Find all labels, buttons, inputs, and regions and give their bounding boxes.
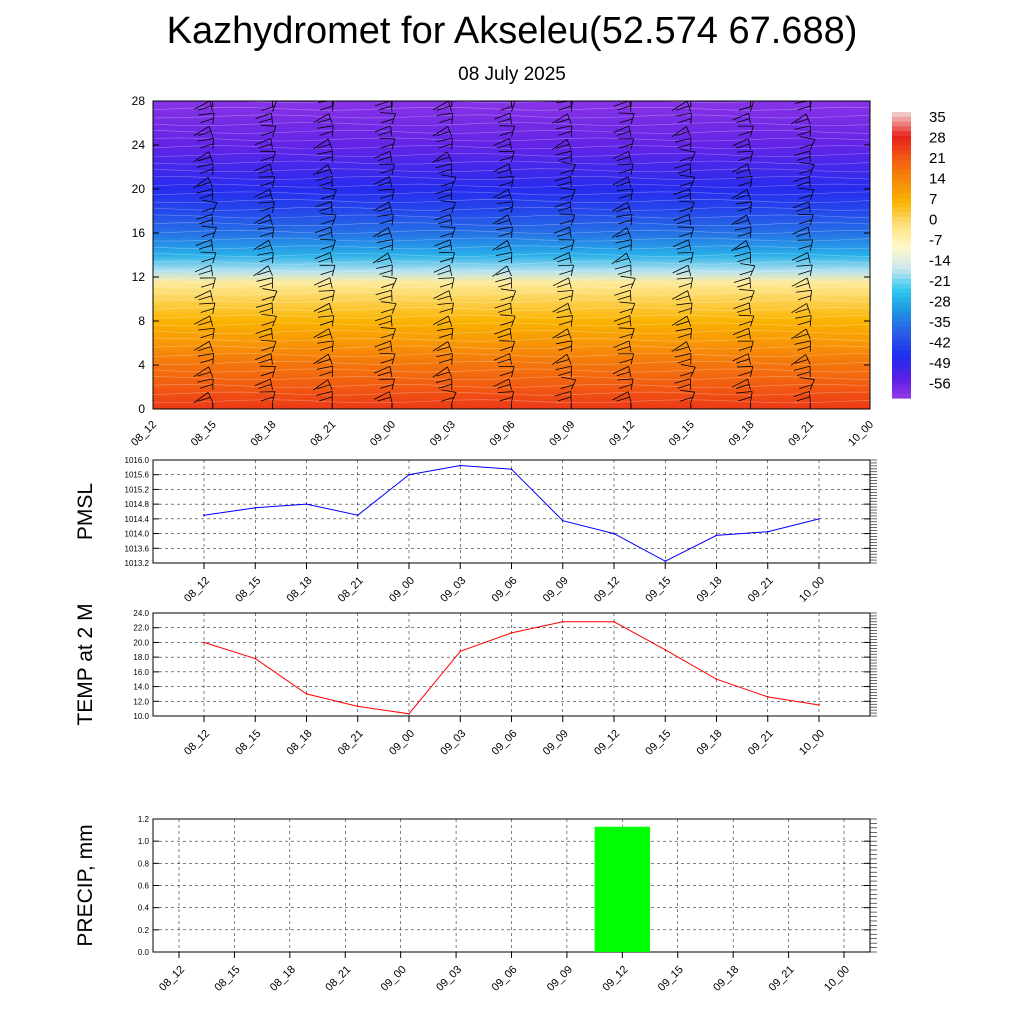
- colorbar-swatch: [892, 126, 911, 131]
- colorbar-swatch: [892, 360, 911, 365]
- colorbar-swatch: [892, 222, 911, 227]
- colorbar-label: 14: [929, 170, 946, 188]
- x-tick-label: 08_12: [182, 574, 213, 605]
- colorbar-swatch: [892, 179, 911, 184]
- colorbar-swatch: [892, 288, 911, 293]
- colorbar-swatch: [892, 112, 911, 117]
- colorbar-swatch: [892, 141, 911, 146]
- colorbar-swatch: [892, 160, 911, 165]
- colorbar-swatch: [892, 331, 911, 336]
- colorbar-label: -21: [929, 273, 951, 290]
- x-tick-label: 10_00: [822, 963, 853, 994]
- y-tick-label: 14.0: [133, 682, 149, 692]
- colorbar-swatch: [892, 327, 911, 332]
- colorbar-swatch: [892, 169, 911, 174]
- x-tick-label: 09_03: [427, 418, 458, 449]
- colorbar-swatch: [892, 145, 911, 150]
- colorbar-label: 35: [929, 109, 946, 126]
- x-tick-label: 09_21: [745, 574, 776, 605]
- colorbar-label: -49: [929, 355, 951, 372]
- y-tick-label: 28: [131, 94, 145, 108]
- colorbar-swatch: [892, 374, 911, 379]
- data-point: [306, 693, 308, 695]
- colorbar-swatch: [892, 303, 911, 308]
- colorbar-swatch: [892, 350, 911, 355]
- chart-title: Kazhydromet for Akseleu(52.574 67.688): [166, 10, 858, 52]
- y-tick-label: 4: [138, 358, 145, 372]
- colorbar-swatch: [892, 293, 911, 298]
- y-tick-label: 1013.2: [124, 559, 149, 568]
- pmsl-panel: [74, 456, 877, 605]
- colorbar-swatch: [892, 131, 911, 136]
- data-point: [767, 531, 769, 533]
- y-tick-label: 0.2: [137, 925, 149, 935]
- temp-2m-panel: [74, 603, 877, 757]
- colorbar-swatch: [892, 341, 911, 346]
- data-point: [408, 713, 410, 715]
- data-point: [818, 704, 820, 706]
- x-tick-label: 08_15: [233, 574, 264, 605]
- colorbar-swatch: [892, 355, 911, 360]
- data-point: [203, 514, 205, 516]
- y-tick-label: 1014.4: [124, 514, 149, 524]
- colorbar-swatch: [892, 365, 911, 370]
- colorbar-label: -35: [929, 314, 951, 331]
- colorbar-swatch: [892, 384, 911, 389]
- wind-barb-feather: [259, 177, 275, 178]
- x-tick-label: 09_21: [745, 727, 776, 758]
- colorbar-swatch: [892, 379, 911, 384]
- x-tick-label: 09_15: [643, 727, 674, 758]
- y-axis-title: PMSL: [74, 482, 97, 541]
- colorbar-swatch: [892, 164, 911, 169]
- data-point: [511, 468, 513, 470]
- colorbar-label: -14: [929, 252, 951, 270]
- data-point: [408, 474, 410, 476]
- colorbar-swatch: [892, 250, 911, 255]
- x-tick-label: 09_03: [438, 574, 469, 605]
- colorbar-label: -42: [929, 334, 951, 352]
- colorbar-swatch: [892, 155, 911, 160]
- x-tick-label: 08_12: [129, 418, 160, 449]
- y-tick-label: 1015.2: [124, 485, 149, 495]
- colorbar-swatch: [892, 122, 911, 127]
- x-tick-label: 09_00: [378, 963, 409, 994]
- colorbar-label: 21: [929, 150, 946, 167]
- data-point: [562, 621, 564, 623]
- y-tick-label: 0.4: [137, 903, 149, 913]
- y-tick-label: 18.0: [133, 653, 149, 663]
- x-tick-label: 09_12: [600, 963, 631, 994]
- x-tick-label: 09_12: [592, 727, 623, 758]
- y-tick-label: 20: [131, 182, 145, 196]
- data-point: [562, 520, 564, 522]
- colorbar-swatch: [892, 241, 911, 246]
- x-tick-label: 09_09: [544, 963, 576, 994]
- x-tick-label: 09_09: [540, 727, 571, 758]
- colorbar-swatch: [892, 236, 911, 241]
- x-tick-label: 10_00: [846, 418, 877, 449]
- colorbar-swatch: [892, 336, 911, 341]
- data-point: [664, 649, 666, 651]
- colorbar-label: 28: [929, 129, 946, 147]
- colorbar-swatch: [892, 307, 911, 312]
- colorbar-swatch: [892, 274, 911, 279]
- data-point: [254, 507, 256, 509]
- x-tick-label: 08_21: [335, 574, 366, 605]
- x-tick-label: 09_09: [547, 418, 578, 449]
- colorbar-swatch: [892, 212, 911, 217]
- y-tick-label: 16: [131, 226, 145, 240]
- x-tick-label: 08_18: [284, 727, 315, 758]
- panel-frame: [153, 613, 870, 716]
- x-tick-label: 09_09: [540, 574, 571, 605]
- colorbar-swatch: [892, 346, 911, 351]
- x-tick-label: 09_00: [368, 418, 399, 449]
- panel-frame: [153, 460, 870, 563]
- y-tick-label: 8: [138, 314, 145, 328]
- y-tick-label: 12.0: [133, 697, 149, 707]
- colorbar: [892, 109, 951, 399]
- colorbar-label: -28: [929, 293, 951, 311]
- x-tick-label: 09_15: [655, 963, 686, 994]
- colorbar-label: -56: [929, 375, 951, 393]
- x-tick-label: 09_21: [766, 963, 797, 994]
- x-tick-label: 09_18: [711, 963, 742, 994]
- colorbar-swatch: [892, 255, 911, 260]
- data-point: [613, 621, 615, 623]
- x-tick-label: 09_15: [643, 574, 674, 605]
- x-tick-label: 09_06: [489, 963, 520, 994]
- data-point: [203, 642, 205, 644]
- precip-panel: [74, 815, 877, 994]
- colorbar-swatch: [892, 150, 911, 155]
- x-tick-label: 08_18: [267, 963, 298, 994]
- y-axis-title: PRECIP, mm: [74, 824, 97, 947]
- x-tick-label: 08_18: [284, 574, 315, 605]
- x-tick-label: 09_18: [694, 574, 725, 605]
- temperature-cross-section-panel: [129, 94, 876, 449]
- data-point: [664, 560, 666, 562]
- x-tick-label: 10_00: [797, 574, 828, 605]
- x-tick-label: 08_18: [248, 418, 279, 449]
- colorbar-swatch: [892, 279, 911, 284]
- colorbar-swatch: [892, 317, 911, 322]
- colorbar-swatch: [892, 226, 911, 231]
- y-tick-label: 22.0: [133, 623, 149, 633]
- x-tick-label: 09_06: [489, 727, 520, 758]
- x-tick-label: 08_12: [157, 963, 188, 994]
- x-tick-label: 08_15: [233, 727, 264, 758]
- y-axis-title: TEMP at 2 M: [74, 603, 97, 726]
- colorbar-label: 0: [929, 211, 938, 229]
- y-tick-label: 1.0: [137, 837, 149, 847]
- colorbar-swatch: [892, 184, 911, 189]
- x-tick-label: 09_21: [786, 418, 817, 449]
- data-point: [613, 533, 615, 535]
- x-tick-label: 09_00: [387, 727, 418, 758]
- colorbar-swatch: [892, 322, 911, 327]
- x-tick-label: 09_06: [489, 574, 520, 605]
- y-tick-label: 1.2: [137, 815, 149, 824]
- colorbar-swatch: [892, 136, 911, 141]
- colorbar-swatch: [892, 207, 911, 212]
- x-tick-label: 09_18: [694, 727, 725, 758]
- x-tick-label: 08_12: [182, 727, 213, 758]
- colorbar-swatch: [892, 217, 911, 222]
- y-tick-label: 12: [131, 270, 145, 284]
- x-tick-label: 08_21: [323, 963, 354, 994]
- colorbar-swatch: [892, 193, 911, 198]
- colorbar-swatch: [892, 231, 911, 236]
- colorbar-label: 7: [929, 191, 938, 208]
- y-tick-label: 0.8: [137, 859, 149, 869]
- x-tick-label: 09_15: [666, 418, 697, 449]
- y-tick-label: 24: [131, 138, 145, 152]
- data-point: [716, 678, 718, 680]
- x-tick-label: 09_06: [487, 418, 518, 449]
- x-tick-label: 09_12: [607, 418, 638, 449]
- colorbar-swatch: [892, 298, 911, 303]
- y-tick-label: 16.0: [133, 667, 149, 677]
- y-tick-label: 24.0: [133, 609, 149, 618]
- x-tick-label: 08_21: [335, 727, 366, 758]
- data-point: [357, 514, 359, 516]
- x-tick-label: 09_18: [726, 418, 757, 449]
- colorbar-swatch: [892, 260, 911, 265]
- colorbar-swatch: [892, 203, 911, 208]
- y-tick-label: 10.0: [133, 712, 149, 721]
- data-point: [459, 465, 461, 467]
- y-tick-label: 20.0: [133, 638, 149, 648]
- colorbar-swatch: [892, 284, 911, 289]
- x-tick-label: 10_00: [797, 727, 828, 758]
- x-tick-label: 08_15: [212, 963, 243, 994]
- x-tick-label: 09_03: [438, 727, 469, 758]
- colorbar-swatch: [892, 393, 911, 398]
- y-tick-label: 0.6: [137, 881, 149, 891]
- wind-barb-feather: [499, 341, 514, 342]
- x-tick-label: 09_12: [592, 574, 623, 605]
- colorbar-swatch: [892, 174, 911, 179]
- y-tick-label: 0.0: [137, 948, 149, 957]
- y-tick-label: 1015.6: [124, 470, 149, 480]
- x-tick-label: 08_21: [308, 418, 339, 449]
- data-point: [459, 650, 461, 652]
- colorbar-swatch: [892, 188, 911, 193]
- data-point: [818, 518, 820, 520]
- precip-bar: [595, 827, 650, 952]
- y-tick-label: 1014.0: [124, 529, 149, 539]
- data-point: [767, 696, 769, 698]
- colorbar-swatch: [892, 265, 911, 270]
- colorbar-swatch: [892, 312, 911, 317]
- data-point: [357, 706, 359, 708]
- colorbar-swatch: [892, 269, 911, 274]
- data-point: [254, 658, 256, 660]
- data-point: [306, 503, 308, 505]
- colorbar-swatch: [892, 198, 911, 203]
- y-tick-label: 1013.6: [124, 544, 149, 554]
- y-tick-label: 0: [138, 402, 145, 416]
- data-point: [511, 632, 513, 634]
- x-tick-label: 09_03: [434, 963, 465, 994]
- x-tick-label: 09_00: [387, 574, 418, 605]
- data-point: [716, 535, 718, 537]
- colorbar-swatch: [892, 245, 911, 250]
- x-tick-label: 08_15: [188, 418, 219, 449]
- colorbar-swatch: [892, 369, 911, 374]
- chart-subtitle: 08 July 2025: [458, 64, 566, 85]
- colorbar-label: -7: [929, 232, 943, 249]
- colorbar-swatch: [892, 117, 911, 122]
- y-tick-label: 1016.0: [124, 456, 149, 465]
- colorbar-swatch: [892, 388, 911, 393]
- y-tick-label: 1014.8: [124, 500, 149, 510]
